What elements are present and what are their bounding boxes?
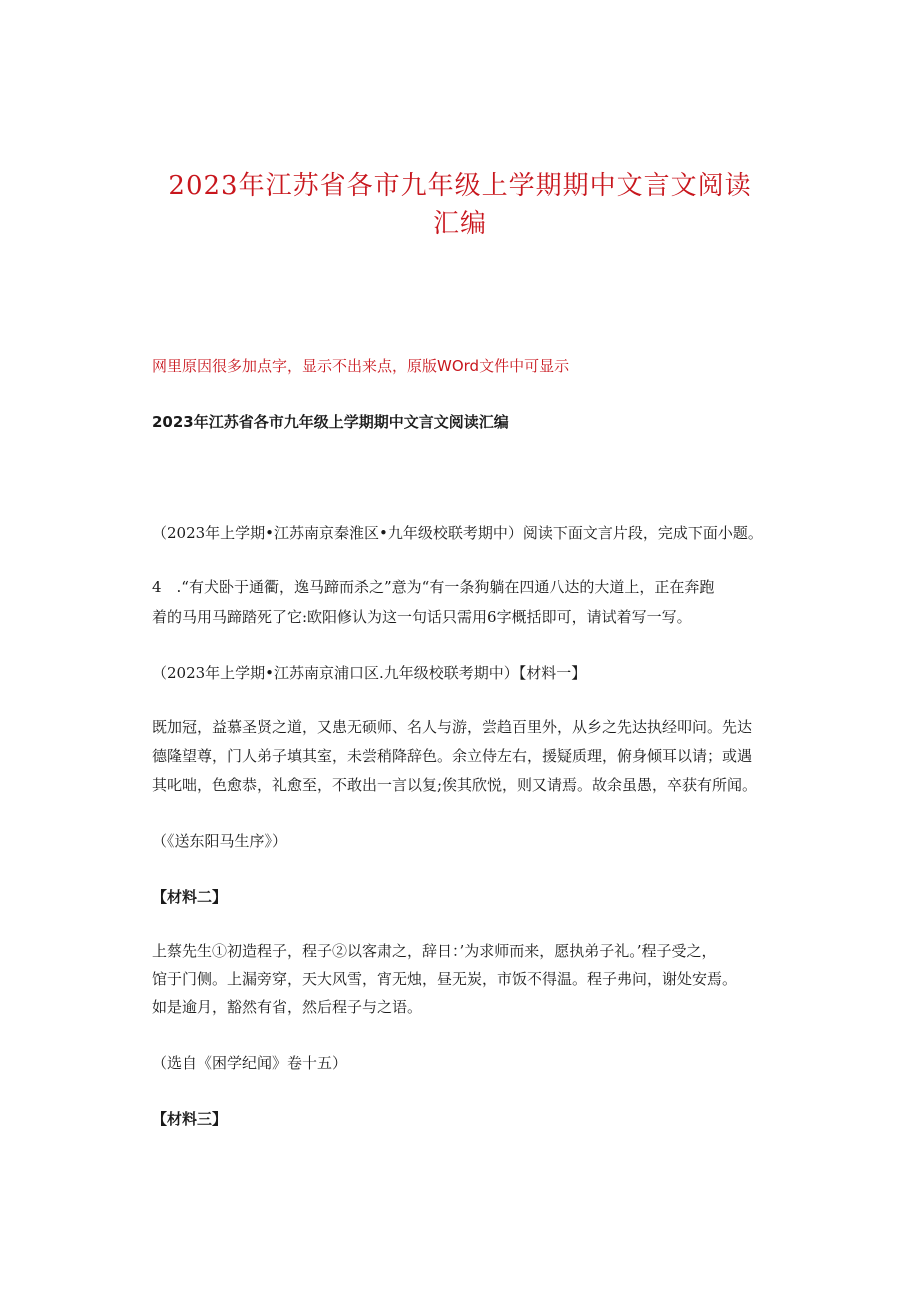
question-4-line-2: 着的马用马蹄踏死了它:欧阳修认为这一句话只需用6字概括即可，请试着写一写。 [152,608,692,626]
section-1-source: （2023年上学期•江苏南京秦淮区•九年级校联考期中）阅读下面文言片段，完成下面小题。 [152,524,763,542]
document-subtitle: 2023年江苏省各市九年级上学期期中文言文阅读汇编 [152,413,509,431]
material-1-line-1: 既加冠，益慕圣贤之道，又患无硕师、名人与游，尝趋百里外，从乡之先达执经叩问。先达 [152,718,753,736]
material-2-heading: 【材料二】 [152,888,228,906]
material-1-source: （《送东阳马生序》） [152,832,288,850]
material-1-line-2: 德隆望尊，门人弟子填其室，未尝稍降辞色。余立侍左右，援疑质理，俯身倾耳以请；或遇 [152,747,753,765]
question-4-line-1: 4 .“有犬卧于通衢，逸马蹄而杀之”意为“有一条狗躺在四通八达的大道上，正在奔跑 [152,578,715,596]
material-2-source: （选自《困学纪闻》卷十五） [152,1054,348,1072]
material-3-heading: 【材料三】 [152,1110,228,1128]
section-2-source: （2023年上学期•江苏南京浦口区.九年级校联考期中）【材料一】 [152,664,587,682]
material-2-line-1: 上蔡先生①初造程子，程子②以客肃之，辞日：’为求师而来，愿执弟子礼。’程子受之， [152,942,717,960]
document-title-line-1: 2023年江苏省各市九年级上学期期中文言文阅读 [168,171,752,201]
material-2-line-2: 馆于门侧。上漏旁穿，天大风雪，宵无烛，昼无炭，市饭不得温。程子弗问，谢处安焉。 [152,970,738,988]
document-title-line-2: 汇编 [432,209,487,239]
material-1-line-3: 其叱咄，色愈恭，礼愈至，不敢出一言以复;俟其欣悦，则又请焉。故余虽愚，卒获有所闻。 [152,776,758,794]
display-notice: 网里原因很多加点字，显示不出来点，原版WOrd文件中可显示 [152,357,570,375]
material-2-line-3: 如是逾月，豁然有省，然后程子与之语。 [152,998,423,1016]
